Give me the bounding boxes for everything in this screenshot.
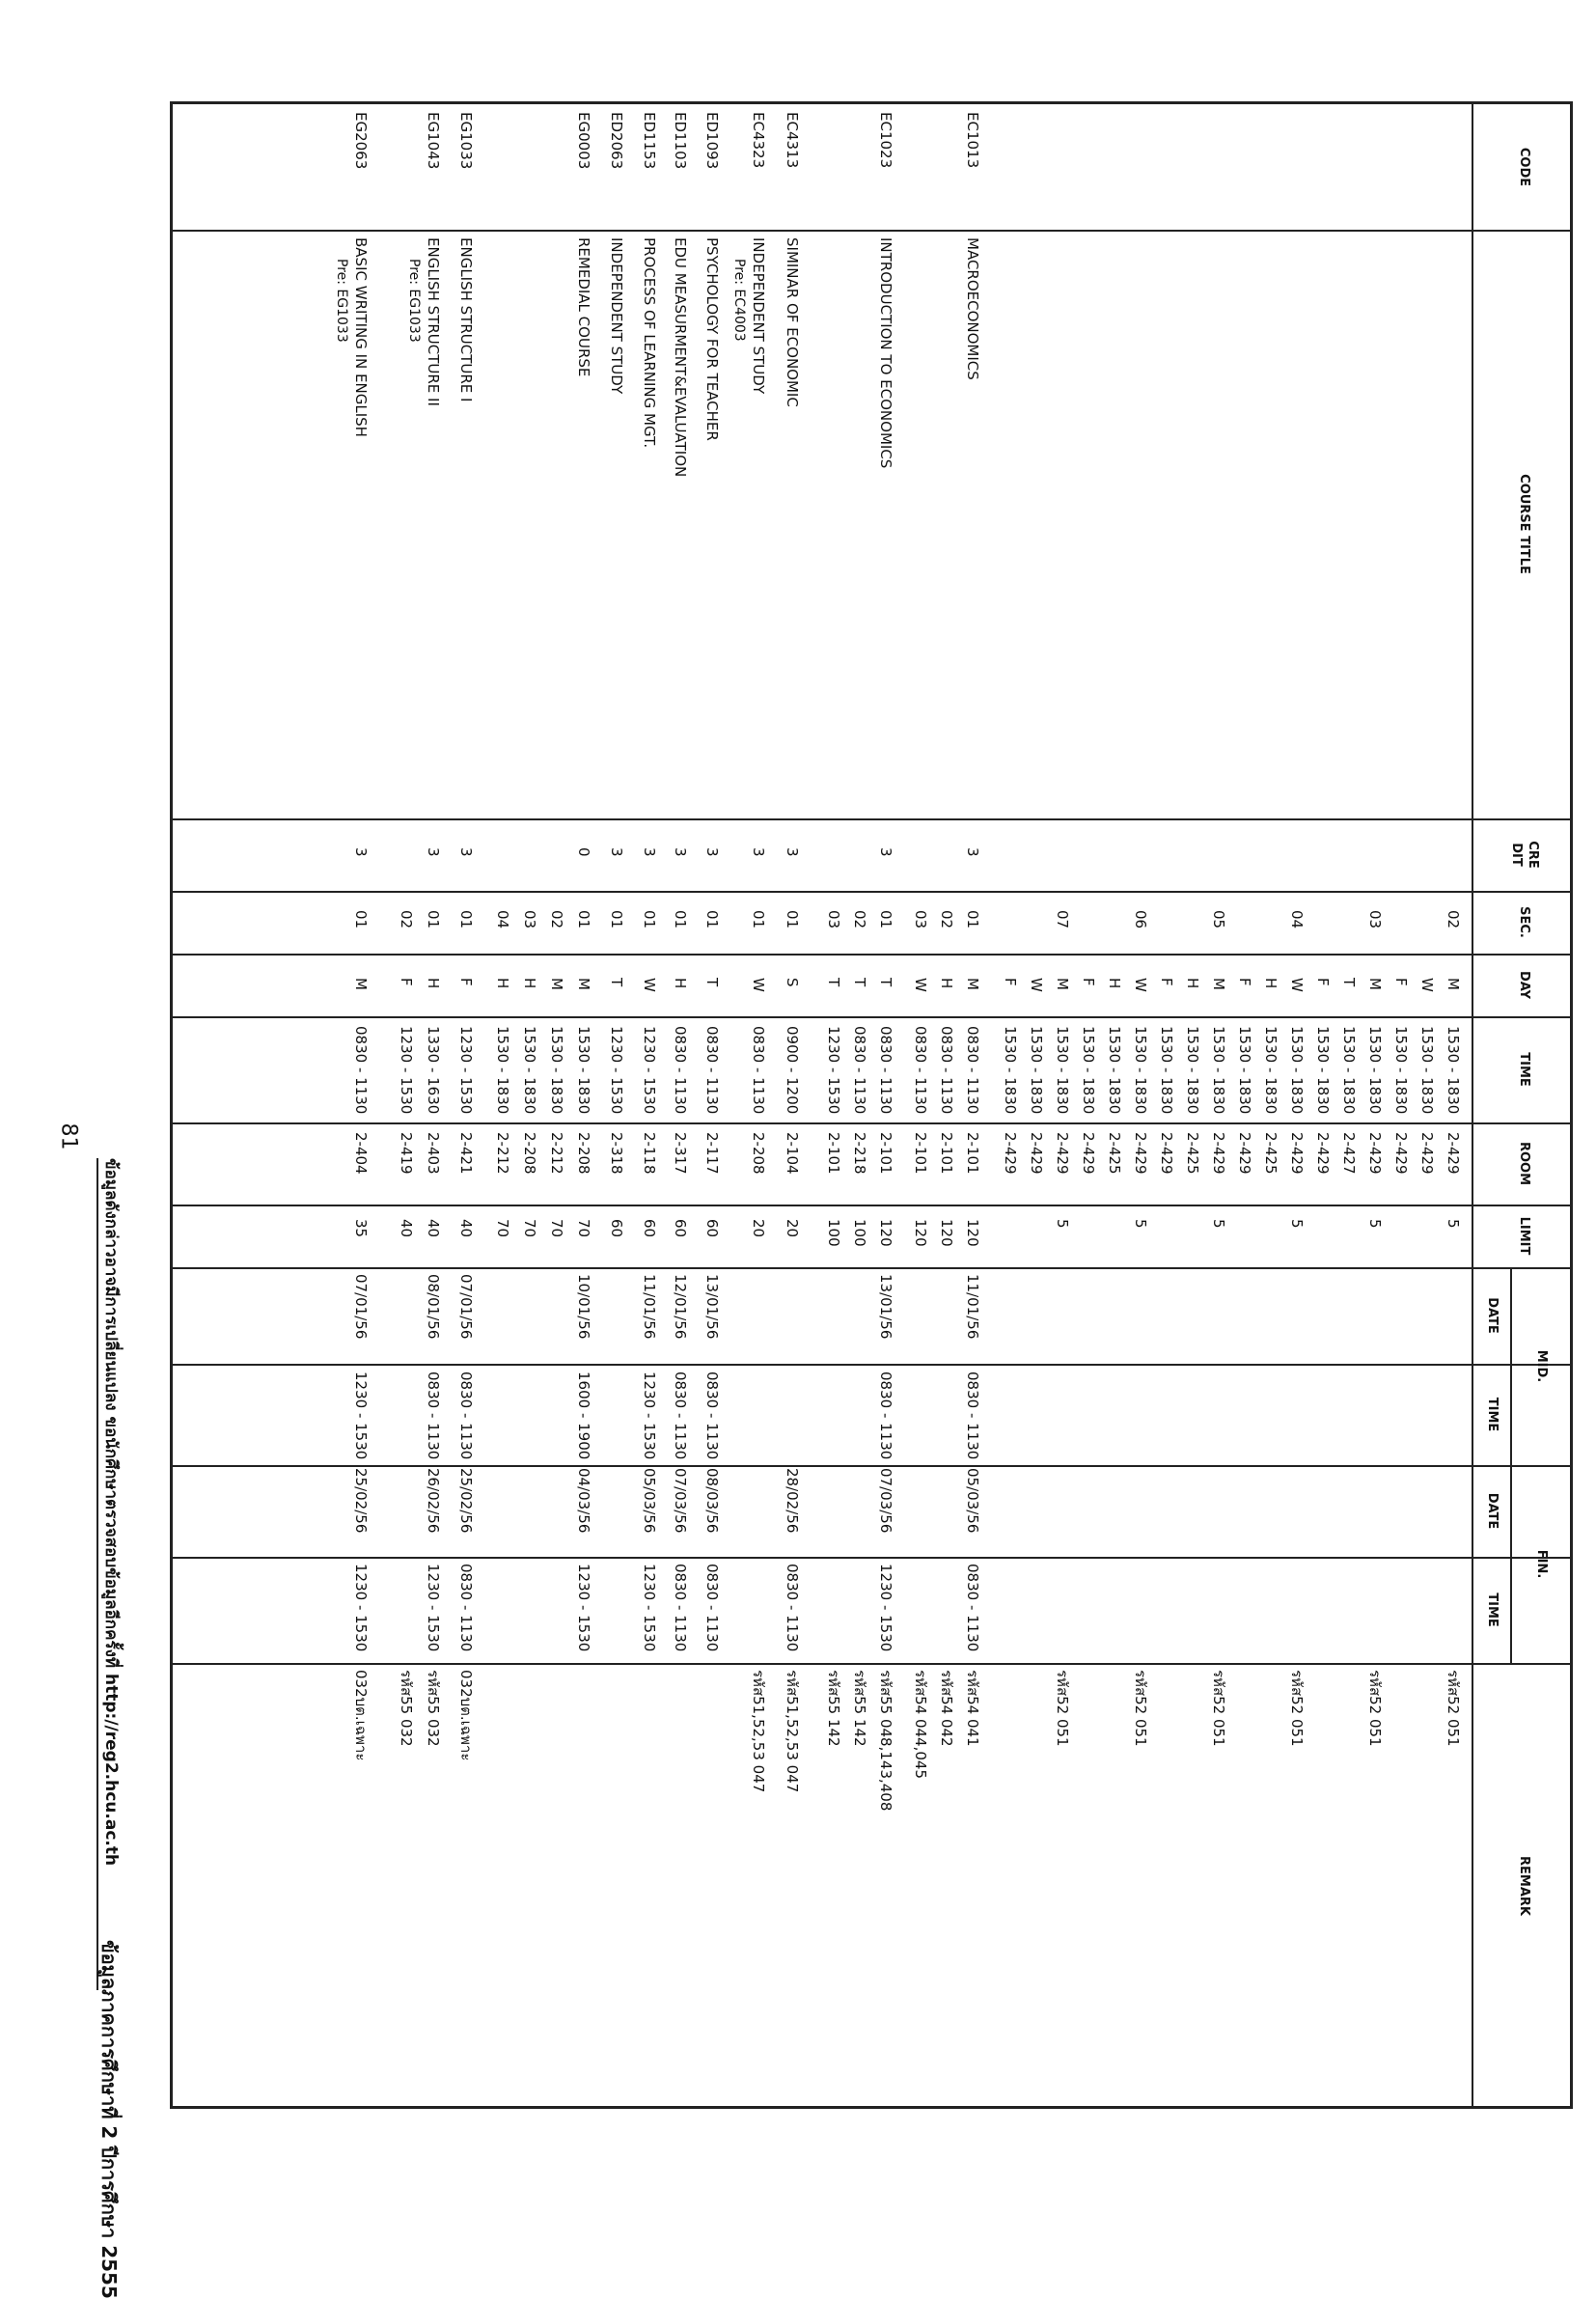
row-day: H xyxy=(521,978,538,989)
row-day: F xyxy=(457,978,475,986)
row-course-title: INDEPENDENT STUDY xyxy=(750,237,767,395)
row-credit: 3 xyxy=(457,847,475,857)
row-limit: 70 xyxy=(494,1219,511,1238)
row-mid-time: 0830 - 1130 xyxy=(457,1371,475,1460)
col-divider xyxy=(173,1016,1570,1018)
header-credit: CRE DIT xyxy=(1509,841,1540,869)
row-section: 04 xyxy=(1288,910,1306,929)
row-room: 2-212 xyxy=(494,1132,511,1175)
row-time: 1530 - 1830 xyxy=(548,1026,565,1115)
row-limit: 5 xyxy=(1288,1219,1306,1229)
row-time: 1530 - 1830 xyxy=(1028,1026,1045,1115)
row-day: T xyxy=(1340,978,1358,987)
row-time: 1530 - 1830 xyxy=(1210,1026,1227,1115)
row-day: W xyxy=(912,978,929,992)
row-mid-time: 1230 - 1530 xyxy=(641,1371,658,1460)
row-remark: รหัส55 142 xyxy=(851,1670,868,1747)
row-day: W xyxy=(1288,978,1306,992)
row-section: 01 xyxy=(352,910,370,929)
row-section: 01 xyxy=(425,910,442,929)
header-day: DAY xyxy=(1517,970,1531,1000)
course-schedule-table xyxy=(170,101,1573,2109)
header-remark: REMARK xyxy=(1517,1856,1531,1916)
row-time: 1530 - 1830 xyxy=(1236,1026,1253,1115)
col-divider xyxy=(173,1663,1570,1665)
row-room: 2-429 xyxy=(1445,1132,1462,1175)
row-section: 02 xyxy=(851,910,868,929)
header-mid-time: TIME xyxy=(1485,1397,1500,1432)
row-mid-time: 1230 - 1530 xyxy=(352,1371,370,1460)
row-course-title: INTRODUCTION TO ECONOMICS xyxy=(877,237,894,469)
row-day: T xyxy=(851,978,868,987)
row-course-title: PROCESS OF LEARNING MGT. xyxy=(641,237,658,449)
row-code: ED1153 xyxy=(641,112,658,170)
header-fin-time: TIME xyxy=(1485,1593,1500,1627)
row-time: 1530 - 1830 xyxy=(1132,1026,1149,1115)
row-fin-time: 1230 - 1530 xyxy=(877,1564,894,1652)
row-course-title: BASIC WRITING IN ENGLISH xyxy=(352,237,370,437)
row-code: EG0003 xyxy=(575,112,592,170)
row-room: 2-425 xyxy=(1106,1132,1123,1175)
footer-note: ข้อมูลดังกล่าวอาจมีการเปลี่ยนแปลง ขอนักศึกษาตรวจสอบข้อมูลอีกครั้งที่ http://reg2.hcu.ac.th xyxy=(101,1158,121,1867)
row-time: 1230 - 1530 xyxy=(641,1026,658,1115)
row-remark: รหัส52 051 xyxy=(1054,1670,1071,1747)
row-section: 03 xyxy=(1366,910,1384,929)
row-section: 01 xyxy=(672,910,689,929)
row-course-title: MACROECONOMICS xyxy=(964,237,981,380)
row-section: 01 xyxy=(750,910,767,929)
row-time: 1530 - 1830 xyxy=(1262,1026,1280,1115)
col-divider xyxy=(173,1364,1570,1366)
row-fin-time: 0830 - 1130 xyxy=(964,1564,981,1652)
row-limit: 70 xyxy=(521,1219,538,1238)
row-code: EC1023 xyxy=(877,112,894,169)
row-remark: 032บต.เฉพาะ xyxy=(457,1670,475,1761)
row-credit: 0 xyxy=(575,847,592,857)
row-credit: 3 xyxy=(641,847,658,857)
row-remark: รหัส54 041 xyxy=(964,1670,981,1747)
row-limit: 60 xyxy=(608,1219,625,1238)
row-room: 2-404 xyxy=(352,1132,370,1175)
row-remark: รหัส55 142 xyxy=(825,1670,842,1747)
row-course-title: ENGLISH STRUCTURE II xyxy=(425,237,442,406)
row-credit: 3 xyxy=(877,847,894,857)
col-divider xyxy=(173,1465,1570,1467)
row-mid-date: 13/01/56 xyxy=(877,1274,894,1340)
row-section: 06 xyxy=(1132,910,1149,929)
header-bottom-line xyxy=(1472,104,1473,2106)
row-room: 2-429 xyxy=(1366,1132,1384,1175)
row-remark: รหัส54 044,045 xyxy=(912,1670,929,1779)
row-limit: 5 xyxy=(1054,1219,1071,1229)
row-day: M xyxy=(1210,978,1227,990)
row-day: M xyxy=(1366,978,1384,990)
row-mid-time: 0830 - 1130 xyxy=(877,1371,894,1460)
header-fin-date: DATE xyxy=(1485,1492,1500,1530)
row-section: 02 xyxy=(1445,910,1462,929)
row-course-title: ENGLISH STRUCTURE I xyxy=(457,237,475,402)
row-credit: 3 xyxy=(964,847,981,857)
row-course-title: PSYCHOLOGY FOR TEACHER xyxy=(703,237,721,441)
row-fin-date: 26/02/56 xyxy=(425,1468,442,1534)
row-limit: 5 xyxy=(1445,1219,1462,1229)
header-limit: LIMIT xyxy=(1517,1216,1531,1256)
row-section: 03 xyxy=(825,910,842,929)
row-day: T xyxy=(703,978,721,987)
row-day: H xyxy=(425,978,442,989)
row-time: 0830 - 1130 xyxy=(964,1026,981,1115)
semester-title: ข้อมูลภาคการศึกษาที่ 2 ปีการศึกษา 2555 xyxy=(97,1940,121,2299)
row-code: EC1013 xyxy=(964,112,981,169)
row-fin-time: 0830 - 1130 xyxy=(457,1564,475,1652)
row-remark: รหัส52 051 xyxy=(1445,1670,1462,1747)
row-room: 2-208 xyxy=(575,1132,592,1175)
row-mid-time: 0830 - 1130 xyxy=(964,1371,981,1460)
row-day: F xyxy=(398,978,415,986)
row-remark: รหัส52 051 xyxy=(1210,1670,1227,1747)
page-number: 81 xyxy=(56,1122,81,1150)
row-section: 01 xyxy=(703,910,721,929)
footer-underline xyxy=(97,1158,99,1990)
header-course-title: COURSE TITLE xyxy=(1517,474,1531,574)
row-limit: 120 xyxy=(912,1219,929,1247)
row-time: 1530 - 1830 xyxy=(1002,1026,1019,1115)
row-room: 2-429 xyxy=(1028,1132,1045,1175)
col-divider xyxy=(173,1122,1570,1124)
row-time: 1530 - 1830 xyxy=(1340,1026,1358,1115)
row-day: W xyxy=(1418,978,1436,992)
row-day: H xyxy=(1262,978,1280,989)
row-mid-time: 0830 - 1130 xyxy=(425,1371,442,1460)
row-room: 2-318 xyxy=(608,1132,625,1175)
row-limit: 40 xyxy=(457,1219,475,1238)
row-room: 2-429 xyxy=(1314,1132,1332,1175)
row-day: T xyxy=(608,978,625,987)
row-credit: 3 xyxy=(352,847,370,857)
row-room: 2-429 xyxy=(1054,1132,1071,1175)
row-credit: 3 xyxy=(750,847,767,857)
row-limit: 70 xyxy=(548,1219,565,1238)
row-day: M xyxy=(575,978,592,990)
row-code: EC4313 xyxy=(784,112,801,169)
row-credit: 3 xyxy=(784,847,801,857)
row-credit: 3 xyxy=(608,847,625,857)
header-mid-date: DATE xyxy=(1485,1297,1500,1334)
row-mid-time: 0830 - 1130 xyxy=(672,1371,689,1460)
row-room: 2-101 xyxy=(938,1132,955,1175)
row-day: T xyxy=(825,978,842,987)
row-remark: รหัส55 032 xyxy=(425,1670,442,1747)
mid-fin-subheader-line xyxy=(1510,1267,1512,1663)
row-room: 2-118 xyxy=(641,1132,658,1175)
row-time: 0830 - 1130 xyxy=(750,1026,767,1115)
row-limit: 20 xyxy=(784,1219,801,1238)
row-limit: 35 xyxy=(352,1219,370,1238)
row-room: 2-429 xyxy=(1210,1132,1227,1175)
row-remark: 032บต.เฉพาะ xyxy=(352,1670,370,1761)
row-limit: 120 xyxy=(877,1219,894,1247)
row-prerequisite: Pre: EC4003 xyxy=(731,259,747,342)
row-time: 1530 - 1830 xyxy=(1366,1026,1384,1115)
row-section: 01 xyxy=(964,910,981,929)
row-time: 1230 - 1530 xyxy=(825,1026,842,1115)
row-code: ED2063 xyxy=(608,112,625,170)
row-time: 1530 - 1830 xyxy=(575,1026,592,1115)
row-fin-time: 0830 - 1130 xyxy=(703,1564,721,1652)
row-fin-date: 07/03/56 xyxy=(672,1468,689,1534)
row-time: 0830 - 1130 xyxy=(877,1026,894,1115)
row-section: 01 xyxy=(575,910,592,929)
header-fin: FIN. xyxy=(1534,1549,1549,1579)
row-day: W xyxy=(641,978,658,992)
row-limit: 100 xyxy=(825,1219,842,1247)
row-remark: รหัส51,52,53 047 xyxy=(750,1670,767,1793)
row-course-title: SIMINAR OF ECONOMIC xyxy=(784,237,801,407)
row-room: 2-218 xyxy=(851,1132,868,1175)
col-divider xyxy=(173,891,1570,893)
row-day: H xyxy=(938,978,955,989)
row-section: 01 xyxy=(457,910,475,929)
row-remark: รหัส51,52,53 047 xyxy=(784,1670,801,1793)
row-mid-date: 13/01/56 xyxy=(703,1274,721,1340)
row-time: 1530 - 1830 xyxy=(1080,1026,1097,1115)
row-room: 2-403 xyxy=(425,1132,442,1175)
row-day: F xyxy=(1392,978,1410,986)
row-time: 1530 - 1830 xyxy=(1184,1026,1201,1115)
row-room: 2-429 xyxy=(1418,1132,1436,1175)
row-fin-date: 25/02/56 xyxy=(352,1468,370,1534)
row-limit: 20 xyxy=(750,1219,767,1238)
row-section: 02 xyxy=(398,910,415,929)
row-day: W xyxy=(750,978,767,992)
row-time: 1530 - 1830 xyxy=(1445,1026,1462,1115)
row-time: 1230 - 1530 xyxy=(608,1026,625,1115)
row-time: 1530 - 1830 xyxy=(1106,1026,1123,1115)
row-time: 1530 - 1830 xyxy=(1314,1026,1332,1115)
row-limit: 40 xyxy=(425,1219,442,1238)
row-room: 2-212 xyxy=(548,1132,565,1175)
row-room: 2-317 xyxy=(672,1132,689,1175)
row-remark: รหัส55 032 xyxy=(398,1670,415,1747)
row-code: EG1033 xyxy=(457,112,475,170)
row-fin-date: 04/03/56 xyxy=(575,1468,592,1534)
row-room: 2-429 xyxy=(1158,1132,1175,1175)
row-time: 0900 - 1200 xyxy=(784,1026,801,1115)
header-code: CODE xyxy=(1517,147,1531,187)
row-day: W xyxy=(1028,978,1045,992)
row-time: 1530 - 1830 xyxy=(1418,1026,1436,1115)
row-day: F xyxy=(1314,978,1332,986)
row-time: 1530 - 1830 xyxy=(1054,1026,1071,1115)
row-time: 1530 - 1830 xyxy=(1158,1026,1175,1115)
row-room: 2-117 xyxy=(703,1132,721,1175)
row-fin-time: 0830 - 1130 xyxy=(672,1564,689,1652)
row-section: 02 xyxy=(548,910,565,929)
row-limit: 5 xyxy=(1210,1219,1227,1229)
row-fin-date: 28/02/56 xyxy=(784,1468,801,1534)
row-section: 04 xyxy=(494,910,511,929)
row-day: F xyxy=(1002,978,1019,986)
row-remark: รหัส54 042 xyxy=(938,1670,955,1747)
row-fin-time: 1230 - 1530 xyxy=(575,1564,592,1652)
row-mid-date: 07/01/56 xyxy=(457,1274,475,1340)
row-day: M xyxy=(352,978,370,990)
row-remark: รหัส52 051 xyxy=(1132,1670,1149,1747)
row-fin-date: 25/02/56 xyxy=(457,1468,475,1534)
row-section: 01 xyxy=(641,910,658,929)
row-mid-date: 07/01/56 xyxy=(352,1274,370,1340)
row-limit: 120 xyxy=(938,1219,955,1247)
row-limit: 60 xyxy=(703,1219,721,1238)
row-room: 2-101 xyxy=(825,1132,842,1175)
row-remark: รหัส52 051 xyxy=(1288,1670,1306,1747)
row-time: 1230 - 1530 xyxy=(398,1026,415,1115)
row-code: EG1043 xyxy=(425,112,442,170)
row-limit: 120 xyxy=(964,1219,981,1247)
row-room: 2-425 xyxy=(1184,1132,1201,1175)
row-mid-date: 11/01/56 xyxy=(964,1274,981,1340)
row-limit: 70 xyxy=(575,1219,592,1238)
row-mid-time: 1600 - 1900 xyxy=(575,1371,592,1460)
row-section: 01 xyxy=(608,910,625,929)
row-room: 2-429 xyxy=(1288,1132,1306,1175)
row-room: 2-425 xyxy=(1262,1132,1280,1175)
row-fin-time: 0830 - 1130 xyxy=(784,1564,801,1652)
row-course-title: INDEPENDENT STUDY xyxy=(608,237,625,395)
row-code: EG2063 xyxy=(352,112,370,170)
row-limit: 100 xyxy=(851,1219,868,1247)
row-limit: 60 xyxy=(672,1219,689,1238)
row-room: 2-208 xyxy=(521,1132,538,1175)
row-course-title: EDU MEASURMENT&EVALUATION xyxy=(672,237,689,478)
row-section: 03 xyxy=(912,910,929,929)
row-limit: 60 xyxy=(641,1219,658,1238)
row-course-title: REMEDIAL COURSE xyxy=(575,237,592,377)
row-section: 01 xyxy=(784,910,801,929)
col-divider xyxy=(173,818,1570,820)
row-room: 2-429 xyxy=(1236,1132,1253,1175)
row-fin-date: 05/03/56 xyxy=(641,1468,658,1534)
row-fin-date: 07/03/56 xyxy=(877,1468,894,1534)
row-section: 07 xyxy=(1054,910,1071,929)
row-room: 2-101 xyxy=(964,1132,981,1175)
header-sec: SEC. xyxy=(1517,906,1531,938)
row-room: 2-421 xyxy=(457,1132,475,1175)
row-fin-time: 1230 - 1530 xyxy=(641,1564,658,1652)
row-time: 1530 - 1830 xyxy=(494,1026,511,1115)
row-time: 1530 - 1830 xyxy=(1392,1026,1410,1115)
col-divider xyxy=(173,1557,1570,1559)
row-time: 0830 - 1130 xyxy=(703,1026,721,1115)
row-limit: 5 xyxy=(1366,1219,1384,1229)
row-day: M xyxy=(1445,978,1462,990)
row-mid-date: 11/01/56 xyxy=(641,1274,658,1340)
row-section: 05 xyxy=(1210,910,1227,929)
row-remark: รหัส52 051 xyxy=(1366,1670,1384,1747)
row-fin-time: 1230 - 1530 xyxy=(352,1564,370,1652)
row-day: S xyxy=(784,978,801,987)
row-section: 02 xyxy=(938,910,955,929)
row-mid-date: 10/01/56 xyxy=(575,1274,592,1340)
row-mid-time: 0830 - 1130 xyxy=(703,1371,721,1460)
row-limit: 5 xyxy=(1132,1219,1149,1229)
row-room: 2-101 xyxy=(912,1132,929,1175)
row-room: 2-101 xyxy=(877,1132,894,1175)
col-divider xyxy=(173,1267,1570,1269)
row-room: 2-429 xyxy=(1080,1132,1097,1175)
row-time: 0830 - 1130 xyxy=(352,1026,370,1115)
row-time: 0830 - 1130 xyxy=(912,1026,929,1115)
row-time: 0830 - 1130 xyxy=(851,1026,868,1115)
row-room: 2-419 xyxy=(398,1132,415,1175)
col-divider xyxy=(173,1205,1570,1206)
col-divider xyxy=(173,954,1570,956)
row-room: 2-429 xyxy=(1002,1132,1019,1175)
row-code: ED1103 xyxy=(672,112,689,170)
row-day: T xyxy=(877,978,894,987)
row-limit: 40 xyxy=(398,1219,415,1238)
row-prerequisite: Pre: EG1033 xyxy=(406,259,422,343)
row-time: 1530 - 1830 xyxy=(1288,1026,1306,1115)
row-prerequisite: Pre: EG1033 xyxy=(334,259,349,343)
row-room: 2-429 xyxy=(1392,1132,1410,1175)
header-mid: MID. xyxy=(1534,1349,1549,1383)
row-room: 2-429 xyxy=(1132,1132,1149,1175)
row-code: ED1093 xyxy=(703,112,721,170)
row-time: 0830 - 1130 xyxy=(938,1026,955,1115)
header-room: ROOM xyxy=(1517,1141,1531,1186)
row-remark: รหัส55 048,143,408 xyxy=(877,1670,894,1812)
row-room: 2-427 xyxy=(1340,1132,1358,1175)
row-fin-date: 05/03/56 xyxy=(964,1468,981,1534)
row-room: 2-104 xyxy=(784,1132,801,1175)
row-section: 03 xyxy=(521,910,538,929)
row-fin-date: 08/03/56 xyxy=(703,1468,721,1534)
row-mid-date: 12/01/56 xyxy=(672,1274,689,1340)
row-credit: 3 xyxy=(672,847,689,857)
row-credit: 3 xyxy=(703,847,721,857)
row-day: F xyxy=(1158,978,1175,986)
row-day: H xyxy=(1106,978,1123,989)
row-code: EC4323 xyxy=(750,112,767,169)
row-day: M xyxy=(1054,978,1071,990)
row-day: W xyxy=(1132,978,1149,992)
row-section: 01 xyxy=(877,910,894,929)
row-day: H xyxy=(672,978,689,989)
row-credit: 3 xyxy=(425,847,442,857)
row-day: H xyxy=(494,978,511,989)
row-day: M xyxy=(964,978,981,990)
row-mid-date: 08/01/56 xyxy=(425,1274,442,1340)
row-day: F xyxy=(1236,978,1253,986)
row-time: 1330 - 1630 xyxy=(425,1026,442,1115)
row-day: M xyxy=(548,978,565,990)
header-time: TIME xyxy=(1517,1052,1531,1087)
row-fin-time: 1230 - 1530 xyxy=(425,1564,442,1652)
row-time: 0830 - 1130 xyxy=(672,1026,689,1115)
col-divider xyxy=(173,230,1570,232)
row-day: F xyxy=(1080,978,1097,986)
row-day: H xyxy=(1184,978,1201,989)
row-time: 1230 - 1530 xyxy=(457,1026,475,1115)
row-room: 2-208 xyxy=(750,1132,767,1175)
row-time: 1530 - 1830 xyxy=(521,1026,538,1115)
